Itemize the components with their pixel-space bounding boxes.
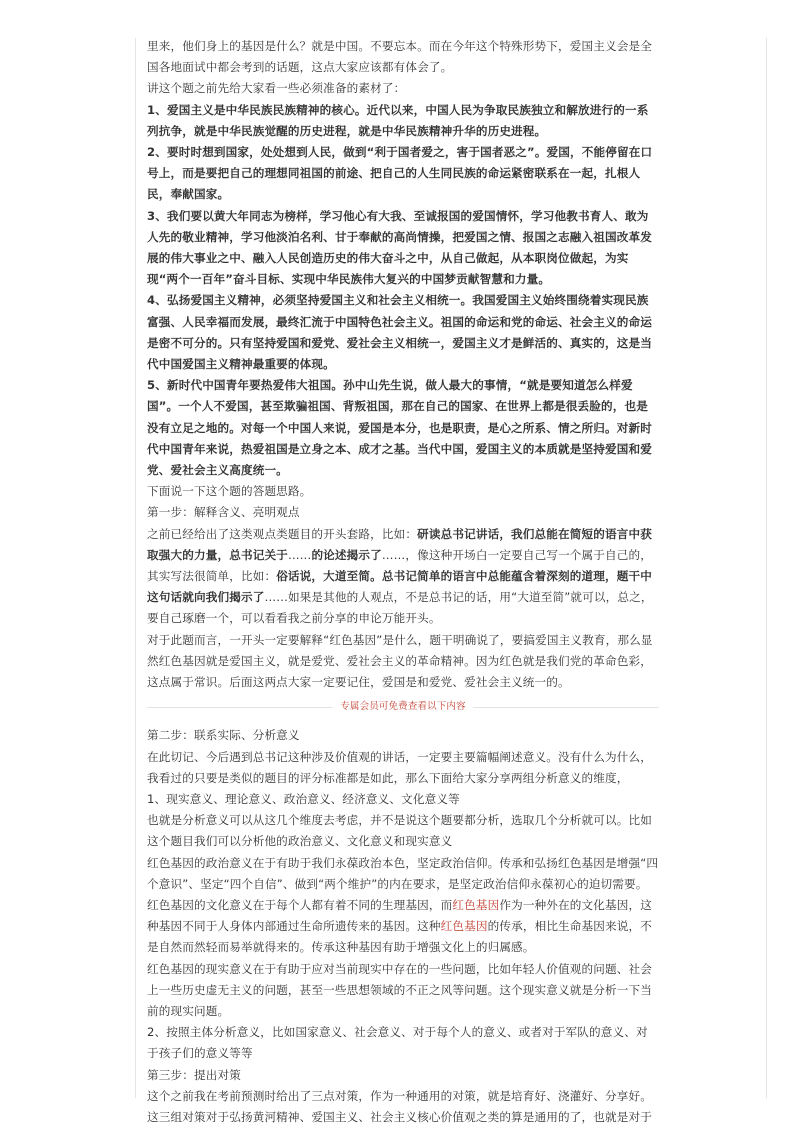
bold-span: 俗话说，大道至简。总书记简单的语言中总能蕴含着深刻的道理，题干中这句话就向我们揭示了 <box>147 569 652 605</box>
paragraph-significance-note: 在此切记、今后遇到总书记这种涉及价值观的讲话，一定要主要篇幅阐述意义。没有什么为什么，我看过的只要是类似的题目的评分标准都是如此，那么下面给大家分享两组分析意义的维度， <box>147 749 652 785</box>
paragraph-approach: 下面说一下这个题的答题思路。 <box>147 484 312 499</box>
step-1-heading: 第一步：解释含义、亮明观点 <box>147 505 300 520</box>
step-3-heading: 第三步：提出对策 <box>147 1067 241 1082</box>
paragraph-political-significance: 红色基因的政治意义在于有助于我们永葆政治本色，坚定政治信仰。传承和弘扬红色基因是增强“四个意识”、坚定“四个自信”、做到“两个维护”的内在要求，是坚定政治信仰永葆初心的迫切需要。 <box>147 855 659 891</box>
text-span: …… <box>287 547 312 562</box>
right-border-line <box>766 38 767 1098</box>
red-gene-link[interactable]: 红色基因 <box>440 919 488 934</box>
bold-span: 研读总书记讲话，我们总能在简短的语言中获取强大的力量，总书记关于 <box>147 526 652 562</box>
left-border-line <box>135 38 136 1098</box>
paragraph-cultural-significance <box>147 895 659 959</box>
material-item-2: 2、要时时想到国家，处处想到人民，做到“利于国者爱之，害于国者恶之”。爱国，不能停留在口号上，而是要把自己的理想同祖国的前途、把自己的人生同民族的命运紧密联系在一起，扎根人民，奉献国家。 <box>147 145 653 202</box>
paragraph-countermeasures-cont: 这三组对策对于弘扬黄河精神、爱国主义、社会主义核心价值观之类的算是通用的了，也就是对于 <box>147 1109 652 1124</box>
paragraph-intro: 里来，他们身上的基因是什么？就是中国。不要忘本。而在今年这个特殊形势下，爱国主义会是全国各地面试中都会考到的话题，这点大家应该都有体会了。 <box>147 39 652 75</box>
text-span: 作为一种外在的文化基因，这种基因不同于人身体内部通过生命所遗传来的基因。这种 <box>147 897 652 934</box>
paragraph-dimension-choice: 也就是分析意义可以从这几个维度去考虑，并不是说这个题要都分析，选取几个分析就可以。比如这个题目我们可以分析他的政治意义、文化意义和现实意义 <box>147 813 652 849</box>
text-span: 之前已经给出了这类观点类题目的开头套路，比如： <box>147 526 418 541</box>
members-only-divider <box>147 695 659 721</box>
material-item-1: 1、爱国主义是中华民族民族精神的核心。近代以来，中国人民为争取民族独立和解放进行的一系列抗争，就是中华民族觉醒的历史进程，就是中华民族精神升华的历史进程。 <box>147 102 649 138</box>
text-span: ……，像这种开场白一定要自己写一个属于自己的，其实写法很简单，比如： <box>147 547 653 584</box>
paragraph-materials-intro: 讲这个题之前先给大家看一些必须准备的素材了： <box>147 81 406 96</box>
material-item-3: 3、我们要以黄大年同志为榜样，学习他心有大我、至诚报国的爱国情怀，学习他教书育人、敢为人先的敬业精神，学习他淡泊名利、甘于奉献的高尚情操，把爱国之情、报国之志融入祖国改革发展的伟大事业之中、融入人民创造历史的伟大奋斗之中，从自己做起，从本职岗位做起，为实现“两个一百年”奋斗目标、实现中华民族伟大复兴的中国梦贡献智慧和力量。 <box>147 208 652 287</box>
bold-span: 的论述揭示了 <box>311 547 382 562</box>
step-2-heading: 第二步：联系实际、分析意义 <box>147 728 300 743</box>
material-item-4: 4、弘扬爱国主义精神，必须坚持爱国主义和社会主义相统一。我国爱国主义始终围绕着实现民族富强、人民幸福而发展，最终汇流于中国特色社会主义。祖国的命运和党的命运、社会主义的命运是密不可分的。只有坚持爱国和爱党、爱社会主义相统一，爱国主义才是鲜活的、真实的，这是当代中国爱国主义精神最重要的体现。 <box>147 293 652 372</box>
paragraph-countermeasures: 这个之前我在考前预测时给出了三点对策，作为一种通用的对策，就是培育好、浇灌好、分享好。 <box>147 1088 652 1103</box>
dimension-list-1: 1、现实意义、理论意义、政治意义、经济意义、文化意义等 <box>147 791 460 806</box>
red-gene-link[interactable]: 红色基因 <box>452 897 500 912</box>
text-span: ……如果是其他的人观点，不是总书记的话，用“大道至简”就可以，总之，要自己琢磨一个，可以看看我之前分享的申论万能开头。 <box>147 590 653 626</box>
text-span: 的传承，相比生命基因来说，不是自然而然轻而易举就得来的。传承这种基因有助于增强文化上的归属感。 <box>147 919 653 955</box>
paragraph-red-gene-explain: 对于此题而言，一开头一定要解释“红色基因”是什么，题干明确说了，要搞爱国主义教育，那么显然红色基因就是爱国主义，就是爱党、爱社会主义的革命精神。因为红色就是我们党的革命色彩，这点属于常识。后面这两点大家一定要记住，爱国是和爱党、爱社会主义统一的。 <box>147 632 653 690</box>
material-item-5: 5、新时代中国青年要热爱伟大祖国。孙中山先生说，做人最大的事情，“就是要知道怎么样爱国”。一个人不爱国，甚至欺骗祖国、背叛祖国，那在自己的国家、在世界上都是很丢脸的，也是没有立足之地的。对每一个中国人来说，爱国是本分，也是职责，是心之所系、情之所归。对新时代中国青年来说，热爱祖国是立身之本、成才之基。当代中国，爱国主义的本质就是坚持爱国和爱党、爱社会主义高度统一。 <box>147 378 652 478</box>
paragraph-practical-significance: 红色基因的现实意义在于有助于应对当前现实中存在的一些问题，比如年轻人价值观的问题、社会上一些历史虚无主义的问题，甚至一些思想领域的不正之风等问题。这个现实意义就是分析一下当前的现实问题。 <box>147 961 652 1018</box>
article-body <box>147 36 659 1128</box>
text-span: 红色基因的文化意义在于每个人都有着不同的生理基因，而 <box>147 897 453 912</box>
paragraph-opening-template <box>147 524 659 630</box>
dimension-list-2: 2、按照主体分析意义，比如国家意义、社会意义、对于每个人的意义、或者对于军队的意义、对于孩子们的意义等等 <box>147 1025 648 1061</box>
members-only-label[interactable]: 专属会员可免费查看以下内容 <box>332 698 473 716</box>
